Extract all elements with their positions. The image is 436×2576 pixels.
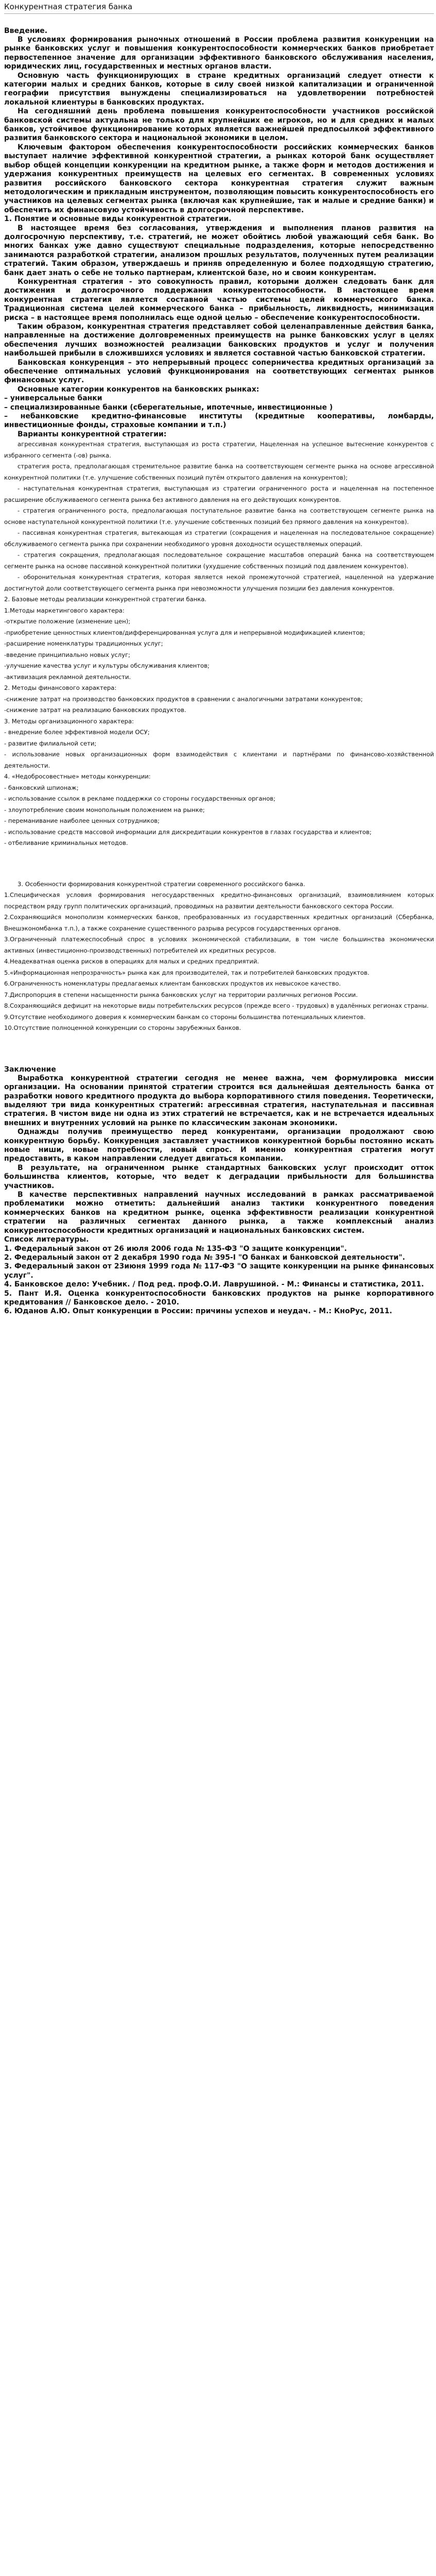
title-divider — [4, 13, 434, 14]
reference-item: 1. Федеральный закон от 26 июля 2006 года № 135-ФЗ "О защите конкуренции". — [4, 1244, 347, 1253]
feature-item-10: 10.Отсутствие полноценной конкуренции со стороны зарубежных банков. — [4, 1024, 241, 1032]
section1-heading: 1. Понятие и основные виды конкурентной стратегии. — [4, 215, 232, 224]
conclusion-paragraph-3: В результате, на ограниченном рынке стандартных банковских услуг происходит отток большинства клиентов, которые, что ведет к деградации прибыльности для большинства участников. — [4, 1163, 434, 1190]
method-item: - использование средств массовой информации для дискредитации конкурентов в глазах государства и клиентов; — [4, 828, 372, 836]
method-item: -активизация рекламной деятельности. — [4, 673, 131, 681]
methods-organizational-heading: 3. Методы организационного характера: — [4, 717, 134, 725]
strategy-variant-1: агрессивная конкурентная стратегия, выступающая из роста стратегии, Нацеленная на успешное вытеснение конкурентов с избранного сегмента (-ов) рынка. — [4, 440, 434, 459]
section1-paragraph-3: Таким образом, конкурентная стратегия представляет собой целенаправленные действия банка, направленные на достижение долговременных преимуществ на рынке банковских услуг в целях обеспечения лучших возможностей реализации банковских продуктов и услуг и получения наибольшей прибыли в сложившихся условиях и является составной частью банковской стратегии. — [4, 323, 434, 358]
method-item: -улучшение качества услуг и культуры обслуживания клиентов; — [4, 662, 210, 670]
references-heading: Список литературы. — [4, 1235, 89, 1244]
reference-item: 2. Федеральный закон от 2 декабря 1990 года № 395-I "О банках и банковской деятельности". — [4, 1253, 405, 1262]
method-item: -снижение затрат на производство банковских продуктов в сравнении с аналогичными затратами конкурентов; — [4, 695, 363, 703]
method-item: -снижение затрат на реализацию банковских продуктов. — [4, 706, 186, 714]
spacer — [4, 849, 434, 879]
section1-paragraph-2: Конкурентная стратегия - это совокупность правил, которыми должен следовать банк для достижения и долгосрочного поддержания конкурентоспособности. В настоящее время конкурентная стратегия является составной частью системы целей коммерческого банка. Традиционная система целей коммерческого банка – прибыльность, ликвидность, минимизация риска – в настоящее время пополнилась еще одной целью – обеспечение конкурентоспособности. — [4, 277, 434, 322]
reference-item: 6. Юданов А.Ю. Опыт конкуренции в России: причины успехов и неудач. - М.: КноРус, 2011. — [4, 1307, 392, 1316]
feature-item-5: 5.«Информационная непрозрачность» рынка как для производителей, так и потребителей банковских продуктов. — [4, 969, 370, 976]
intro-paragraph-2: Основную часть функционирующих в стране кредитных организаций следует отнести к категории малых и средних банков, которые в силу своей низкой капитализации и ограниченной географии присутствия вынуждены специализироваться на удовлетворении потребностей локальной клиентуры в банковских продуктах. — [4, 71, 434, 107]
spacer — [4, 1034, 434, 1065]
page-title: Конкурентная стратегия банка — [4, 2, 133, 11]
method-item: - использование новых организационных форм взаимодействия с клиентами и партнёрами по финансово-хозяйственной деятельности. — [4, 751, 434, 769]
competitor-category-2: – специализированные банки (сберегательные, ипотечные, инвестиционные ) — [4, 403, 333, 412]
section2-heading: 2. Базовые методы реализации конкурентной стратегии банка. — [4, 596, 207, 603]
reference-item: 4. Банковское дело: Учебник. / Под ред. проф.О.И. Лаврушиной. - М.: Финансы и статистика, 2011. — [4, 1280, 424, 1289]
feature-item-6: 6.Ограниченность номенклатуры предлагаемых клиентам банковских продуктов их невысокое качество. — [4, 980, 341, 988]
section1-paragraph-1: В настоящее время без согласования, утверждения и выполнения планов развития на долгосрочную перспективу, т.е. стратегий, не может обойтись любой уважающий себя банк. Во многих банках уже давно существуют специальные подразделения, которые непосредственно занимаются разработкой стратегии, анализом прошлых результатов, полученных путем реализации стратегий. Таким образом, утверждаешь и приняв определенную и более подходящую стратегию, банк дает знать о себе не только партнерам, клиентской базе, но и своим конкурентам. — [4, 224, 434, 277]
strategy-variant-7: - оборонительная конкурентная стратегия, которая является некой промежуточной стратегией, нацеленной на удержание достигнутой доли соответствующего сегмента рынка при невозможности улучшения позиции без давления конкурентов. — [4, 573, 434, 592]
method-item: - злоупотребление своим монопольным положением на рынке; — [4, 806, 205, 814]
strategy-variant-2: стратегия роста, предполагающая стремительное развитие банка на соответствующем сегменте рынка на основе агрессивной конкурентной политики (т.е. улучшение собственных позиций путём открытого давления на конкурентов); — [4, 463, 434, 481]
feature-item-9: 9.Отсутствие необходимого доверия к коммерческим банкам со стороны большинства потенциальных клиентов. — [4, 1013, 365, 1021]
method-item: - внедрение более эффективной модели ОСУ; — [4, 728, 150, 736]
reference-item: 3. Федеральный закон от 23июня 1999 года № 117-ФЗ "О защите конкуренции на рынке финансовых услуг". — [4, 1262, 434, 1280]
competitor-categories-heading: Основные категории конкурентов на банковских рынках: — [18, 385, 259, 394]
intro-paragraph-3: На сегодняшний день проблема повышения конкурентоспособности участников российской банковской системы актуальна не только для крупнейших ее игроков, но и для средних и малых банков, устойчивое функционирование которых является важнейшей предпосылкой эффективного развития банковского сектора и национальной экономики в целом. — [4, 107, 434, 143]
conclusion-paragraph-4: В качестве перспективных направлений научных исследований в рамках рассматриваемой проблематики можно отметить: дальнейший анализ тактики конкурентного поведения коммерческих банков на кредитном рынке, оценка эффективности реализации конкурентной стратегии на различных сегментах данного рынка, а также комплексный анализ конкурентоспособности кредитных организаций и национальных банковских систем. — [4, 1191, 434, 1235]
competitor-category-3: – небанковские кредитно-финансовые институты (кредитные кооперативы, ломбарды, инвестиционные фонды, страховые компании и т.п.) — [4, 412, 434, 430]
strategy-variant-6: - стратегия сокращения, предполагающая последовательное сокращение масштабов операций банка на соответствующем сегменте рынка на основе пассивной конкурентной политики (ухудшение собственных позиций под давлением конкурентов). — [4, 551, 434, 570]
feature-item-4: 4.Неадекватная оценка рисков в операциях для малых и средних предприятий. — [4, 958, 259, 965]
reference-item: 5. Пант И.Я. Оценка конкурентоспособности банковских продуктов на рынке корпоративного кредитования // Банковское дело. - 2010. — [4, 1289, 434, 1307]
methods-financial-heading: 2. Методы финансового характера: — [4, 684, 117, 692]
feature-item-2: 2.Сохраняющийся монополизм коммерческих банков, преобразованных из государственных кредитных организаций (Сбербанка, Внешэкономбанка т.п.), а также сохранение существенного разрыва ресурсов государственных органов. — [4, 913, 434, 932]
method-item: -приобретение ценностных клиентов/дифференцированная услуга для и непрерывной модификацией клиентов; — [4, 629, 365, 636]
method-item: -открытие положение (изменение цен); — [4, 618, 131, 625]
intro-paragraph-4: Ключевым фактором обеспечения конкурентоспособности российских коммерческих банков выступает наличие эффективной конкурентной стратегии, а рынках которой банк осуществляет выбор общей концепции конкуренции на кредитном рынке, а также форм и методов достижения и удержания конкурентных преимуществ на целевых его сегментах. В современных условиях развития российского банковского сектора конкурентная стратегия служит важным методологическим и прикладным инструментом, позволяющим повысить конкурентоспособность его участников на целевых сегментах рынка (включая как крупнейшие, так и малые и средние банки) и обеспечить их финансовую устойчивость в долгосрочной перспективе. — [4, 143, 434, 214]
method-item: - банковский шпионаж; — [4, 784, 79, 791]
strategy-variant-4: - стратегия ограниченного роста, предполагающая поступательное развитие банка на соответствующем сегменте рынка на основе наступательной конкурентной политики (т.е. улучшение собственных позиций без прямого давления на конкурентов). — [4, 507, 434, 526]
intro-heading: Введение. — [4, 27, 48, 35]
section3-heading: 3. Особенности формирования конкурентной стратегии современного российского банка. — [18, 880, 305, 888]
intro-paragraph-1: В условиях формирования рыночных отношений в России проблема развития конкуренции на рынке банковских услуг и повышения конкурентоспособности коммерческих банков приобретает первостепенное значение для организации эффективного банковского обслуживания населения, юридических лиц, государственных и местных органов власти. — [4, 36, 434, 71]
method-item: -расширение номенклатуры традиционных услуг; — [4, 640, 163, 648]
strategy-variant-3: - наступательная конкурентная стратегия, выступающая из стратегии ограниченного роста и нацеленная на постепенное расширение обслуживаемого сегмента рынка без активного давления на его действующих конкурентов. — [4, 485, 434, 503]
method-item: - отбеливание криминальных методов. — [4, 839, 128, 847]
method-item: - использование ссылок в рекламе поддержки со стороны государственных органов; — [4, 795, 276, 803]
conclusion-paragraph-1: Выработка конкурентной стратегии сегодня не менее важна, чем формулировка миссии организации. На основании принятой стратегии строится вся дальнейшая деятельность банка от разработки нового кредитного продукта до выбора корпоративного стиля поведения. Теоретически, выделяют три вида конкурентных стратегий: агрессивная стратегия, наступательная и пассивная стратегия. В чистом виде ни одна из этих стратегий не встречается, как и не встречается идеальных внешних и внутренних условий на рынке по классическим законам экономики. — [4, 1074, 434, 1127]
conclusion-paragraph-2: Однажды получив преимущество перед конкурентами, организации продолжают свою конкурентную борьбу. Конкуренция заставляет участников конкурентной борьбы постоянно искать новые ниши, новые потребности, новый спрос. И именно конкурентная стратегия могут предоставить, в каком направлении следует двигаться компании. — [4, 1128, 434, 1163]
feature-item-7: 7.Диспропорция в степени насыщенности рынка банковских услуг на территории различных регионов России. — [4, 991, 358, 998]
feature-item-8: 8.Сохраняющийся дефицит на некоторые виды потребительских ресурсов (прежде всего - трудовых) в удалённых регионах страны. — [4, 1002, 429, 1010]
methods-marketing-heading: 1.Методы маркетингового характера: — [4, 606, 125, 614]
competitor-category-1: – универсальные банки — [4, 394, 102, 403]
feature-item-1: 1.Специфическая условия формирования негосударственных кредитно-финансовых организаций, взаимовлиянием которых посредством ряду групп политических организаций, проводимых на развитии деятельности банковского сектора России. — [4, 891, 434, 910]
feature-item-3: 3.Ограниченный платежеспособный спрос в условиях экономической стабилизации, в том числе большинства экономически активных (инвестиционно-производственных) потребителей их кредитных ресурсов. — [4, 936, 434, 954]
method-item: - переманивание наиболее ценных сотрудников; — [4, 817, 160, 825]
method-item: - развитие филиальной сети; — [4, 739, 97, 747]
strategy-variant-5: - пассивная конкурентная стратегия, вытекающая из стратегии (сокращения и нацеленная на последовательное сокращение) обслуживаемого сегмента рынка при сохранении необходимого уровня доходности осуществляемых операций. — [4, 529, 434, 548]
method-item: -введение принципиально новых услуг; — [4, 651, 131, 658]
methods-unfair-heading: 4. «Недобросовестные» методы конкуренции: — [4, 773, 151, 781]
conclusion-heading: Заключение — [4, 1065, 56, 1074]
strategy-variants-heading: Варианты конкурентной стратегии: — [18, 430, 167, 438]
section1-paragraph-4: Банковская конкуренция – это непрерывный процесс соперничества кредитных организаций за обеспечение оптимальных условий функционирования на соответствующих сегментах рынков финансовых услуг. — [4, 358, 434, 385]
